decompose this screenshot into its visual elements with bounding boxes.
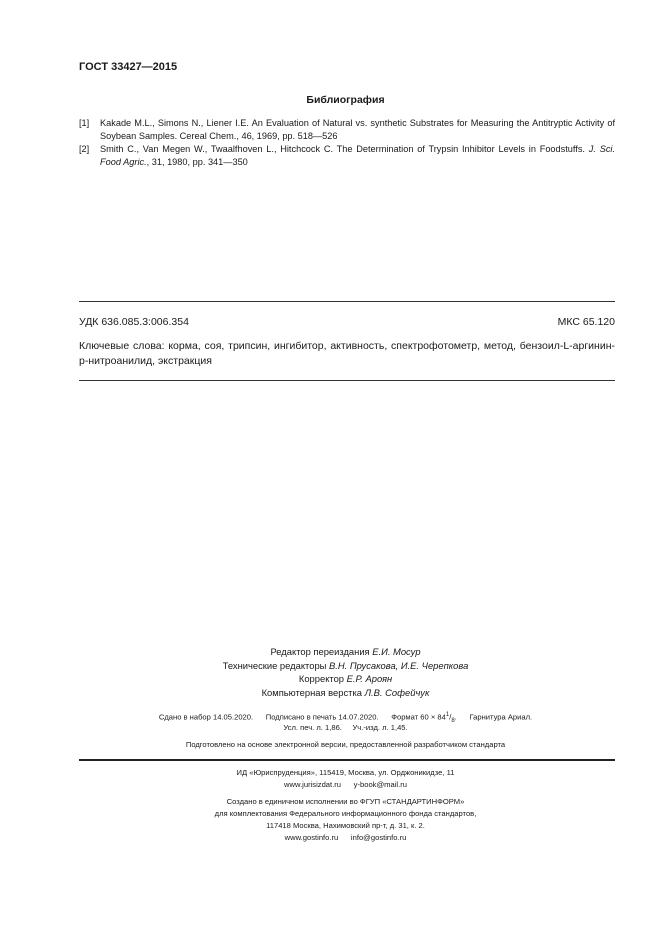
publisher-website[interactable]: www.jurisizdat.ru [284, 780, 341, 789]
entry-journal: J. Sci. Food Agric. [100, 144, 616, 167]
producer-purpose: для комплектования Федерального информационного фонда стандартов, [214, 809, 477, 818]
tech-editors-label: Технические редакторы [222, 659, 327, 671]
divider [79, 301, 615, 302]
publisher-contacts [0, 779, 661, 791]
entry-text: Kakade M.L., Simons N., Liener I.E. An Evaluation of Natural vs. synthetic Substrates for Measuring the Antitryptic Activity of Soybean Samples. Cereal Chem., 46, 1969, pp. 518—526 [100, 118, 615, 141]
producer-email[interactable]: info@gostinfo.ru [350, 833, 407, 842]
signed-to-print: Подписано в печать 14.07.2020. [265, 712, 379, 722]
entry-details: , 31, 1980, pp. 341—350 [146, 157, 248, 167]
keywords: Ключевые слова: корма, соя, трипсин, ингибитор, активность, спектрофотометр, метод, бензоил-L-аргинин-p-нитроанилид, экстракция [79, 340, 615, 367]
corrector-label: Корректор [298, 673, 345, 684]
divider-thick [79, 759, 615, 761]
entry-text [100, 143, 615, 169]
layout-label: Компьютерная верстка [261, 686, 362, 698]
producer-website[interactable]: www.gostinfo.ru [284, 833, 339, 842]
bibliography-entry [79, 143, 615, 169]
divider [79, 380, 615, 381]
bibliography-entry [79, 117, 615, 143]
publisher-email[interactable]: y-book@mail.ru [353, 780, 407, 789]
producer-address: 117418 Москва, Нахимовский пр-т, д. 31, к. 2. [266, 821, 425, 830]
editor-line [30, 645, 661, 659]
format-label: Формат 60 × 84 [391, 712, 446, 722]
entry-authors-title: Smith C., Van Megen W., Twaalfhoven L., Hitchcock C. The Determination of Trypsin Inhibitor Levels in Foodstuffs. [100, 144, 585, 154]
font-info: Гарнитура Ариал. [469, 712, 533, 722]
pub-sheets: Уч.-изд. л. 1,45. [352, 723, 408, 732]
producer-line: Создано в единичном исполнении во ФГУП «СТАНДАРТИНФОРМ» [226, 797, 465, 806]
udk-code: УДК 636.085.3:006.354 [79, 316, 189, 328]
editor-name: Е.И. Мосур [372, 646, 421, 657]
format-sub: 8 [451, 718, 455, 725]
publisher-line: ИД «Юриспруденция», 115419, Москва, ул. Орджоникидзе, 11 [236, 768, 455, 777]
editor-label: Редактор переиздания [270, 646, 370, 657]
producer-contacts [0, 832, 661, 844]
entry-number: [1] [79, 118, 90, 128]
format-sup: 1 [445, 712, 450, 718]
credits-block [0, 645, 661, 699]
sent-to-print: Сдано в набор 14.05.2020. [158, 712, 254, 722]
layout-name: Л.В. Софейчук [364, 686, 430, 698]
standard-designation: ГОСТ 33427—2015 [79, 61, 178, 73]
print-info-line: Сдано в набор 14.05.2020. Подписано в печать 14.07.2020. Формат $60 \times 84^1/_8$. Гарнитура Ариал. [158, 712, 533, 725]
prepared-note: Подготовлено на основе электронной версии, предоставленной разработчиком стандарта [185, 740, 506, 749]
sheets-line [0, 722, 661, 734]
mks-code: МКС 65.120 [557, 316, 615, 328]
bibliography-title: Библиография [306, 94, 385, 106]
tech-editors-names: В.Н. Прусакова, И.Е. Черепкова [329, 659, 469, 671]
corrector-line [30, 672, 661, 686]
corrector-name: Е.Р. Ароян [346, 673, 393, 684]
entry-number: [2] [79, 144, 90, 154]
layout-line [30, 686, 661, 700]
tech-editors-line [30, 659, 661, 673]
print-sheets: Усл. печ. л. 1,86. [283, 723, 342, 732]
